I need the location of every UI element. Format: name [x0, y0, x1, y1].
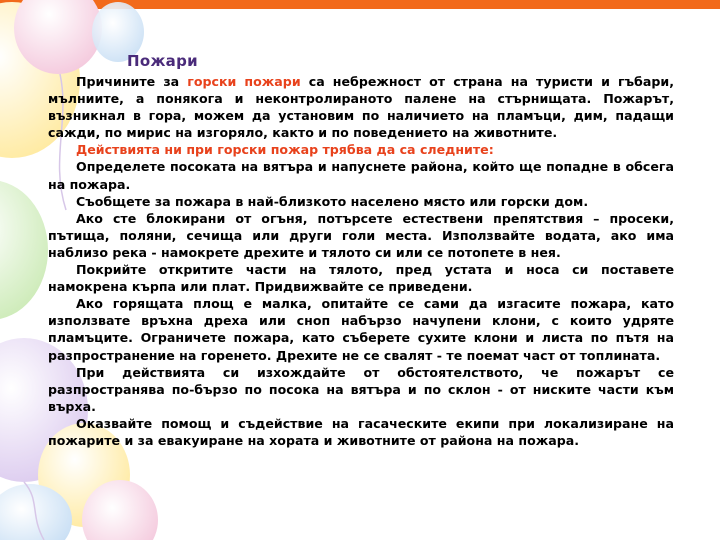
paragraph-text: Оказвайте помощ и съдействие на гасаческите екипи при локализиране на пожарите и за евакуиране на хората и животните от района на пожара. — [48, 415, 674, 448]
body-paragraph — [48, 193, 674, 210]
paragraph-text: Причините за — [76, 74, 188, 89]
body-paragraph — [48, 210, 674, 261]
body-paragraph — [48, 261, 674, 295]
body-paragraph — [48, 295, 674, 363]
body-paragraph — [48, 364, 674, 415]
paragraph-text: Съобщете за пожара в най-близкото населено място или горски дом. — [76, 193, 589, 209]
paragraph-text: Ако горящата площ е малка, опитайте се сами да изгасите пожара, като използвате връхна дреха или сноп набързо начупени клони, с които удряте пламъците. Ограничете пожара, като съберете сухите клони и листа по пътя на разпространение на горенето. Дрехите не се свалят - те поемат част от топлината. — [48, 296, 674, 363]
paragraph-text: При действията си изхождайте от обстоятелството, че пожарът се разпространява по-бързо по посока на вятъра и по склон - от ниските части към върха. — [48, 364, 674, 414]
slide-body — [48, 73, 674, 449]
paragraph-text: Покрийте откритите части на тялото, пред устата и носа си поставете намокрена кърпа или плат. Придвижвайте се приведени. — [48, 262, 674, 295]
highlighted-text: Действията ни при горски пожар трябва да са следните: — [76, 142, 494, 158]
balloon-decoration — [0, 180, 48, 320]
body-paragraph — [48, 73, 674, 141]
body-paragraph — [48, 141, 674, 158]
paragraph-text: Определете посоката на вятъра и напуснете района, който ще попадне в обсега на пожара. — [48, 159, 674, 192]
body-paragraph — [48, 415, 674, 449]
paragraph-text: са небрежност от страна на туристи и гъбари, мълниите, а понякога и неконтролираното палене на стърнищата. Пожарът, възникнал в гора, можем да установим по наличието на пламъци, дим, падащи сажди, по мирис на изгоряло, както и по поведението на животните. — [48, 74, 674, 141]
paragraph-text: Ако сте блокирани от огъня, потърсете естествени препятствия – просеки, пътища, поляни, сечища или други голи места. Използвайте водата, ако има наблизо река - намокрете дрехите и тялото си или се потопете в нея. — [48, 210, 674, 260]
body-paragraph — [48, 158, 674, 192]
highlighted-text: горски пожари — [187, 74, 301, 89]
slide-title: Пожари — [127, 52, 198, 70]
